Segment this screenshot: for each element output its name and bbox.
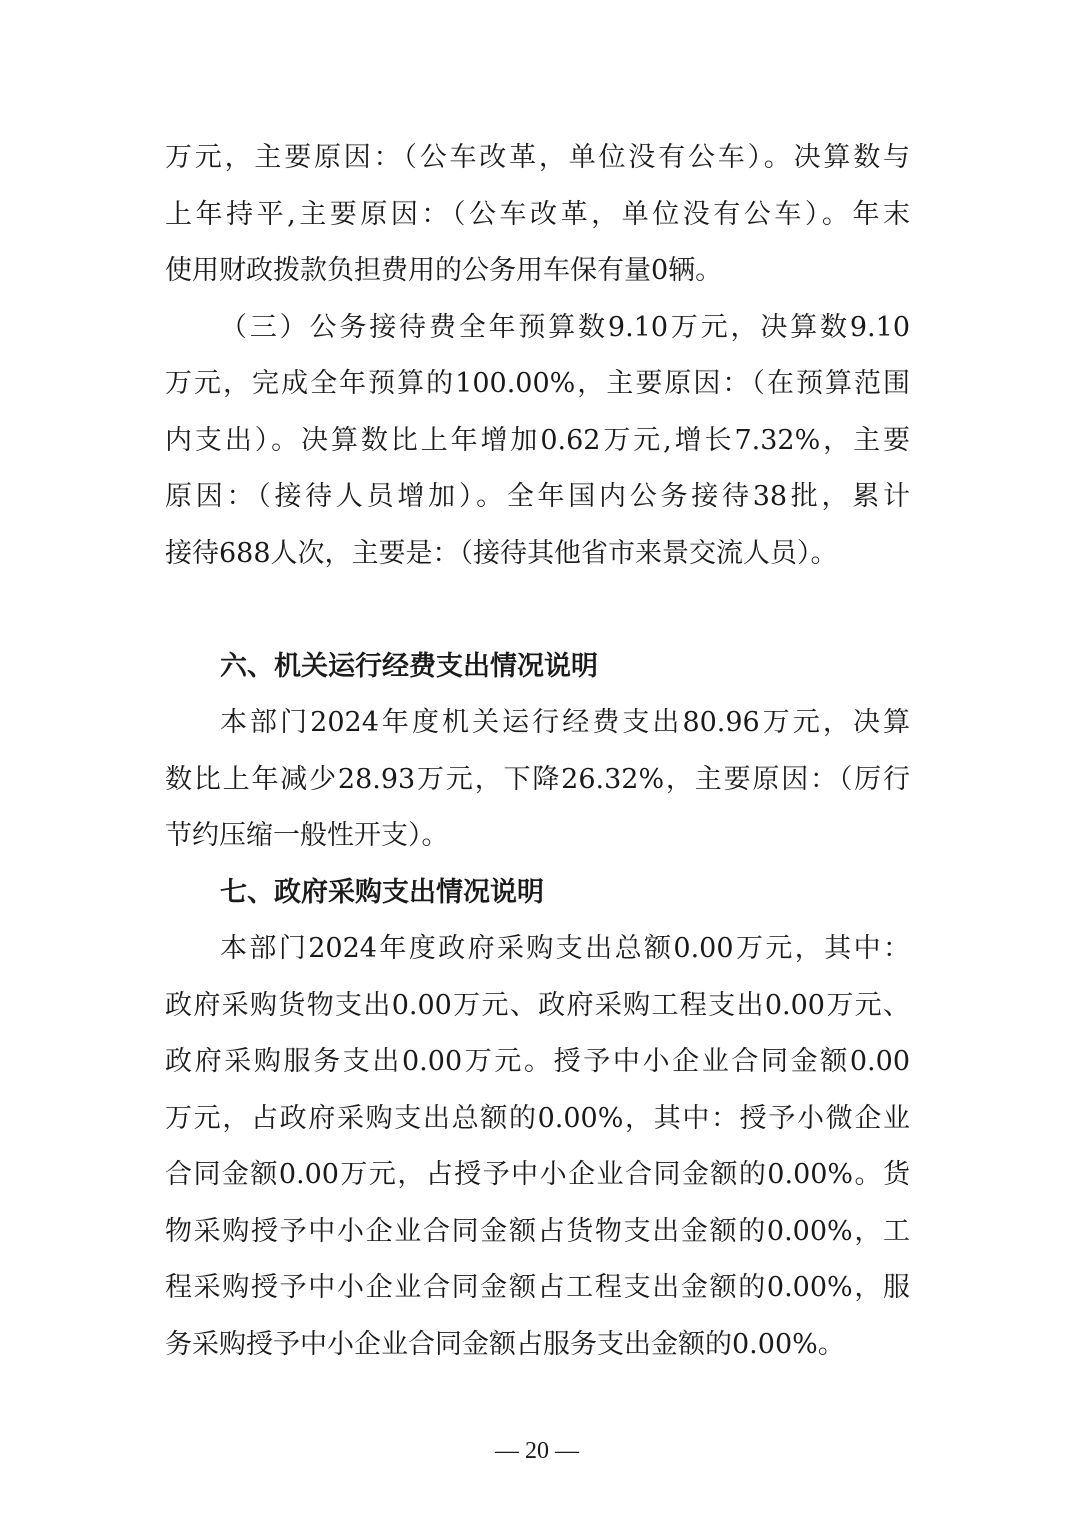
section-heading [165,639,910,696]
text-line: 程采购授予中小企业合同金额占工程支出金额的0.00%，服 [165,1272,910,1303]
text-line: 万元，占政府采购支出总额的0.00%，其中：授予小微企业 [165,1102,910,1134]
text-line: 政府采购服务支出0.00万元。授予中小企业合同金额0.00 [165,1046,910,1077]
text-line: 原因：（接待人员增加）。全年国内公务接待38批，累计 [165,481,910,512]
text-line: 内支出）。决算数比上年增加0.62万元,增长7.32%，主要 [165,424,910,456]
paragraph [165,300,910,583]
heading-text: 六、机关运行经费支出情况说明 [220,650,598,682]
text-line: 本部门2024年度政府采购支出总额0.00万元，其中： [220,933,910,964]
paragraph [165,130,910,300]
section-heading [165,865,910,922]
paragraph [165,695,910,865]
document-body [165,130,910,1373]
text-line: 合同金额0.00万元，占授予中小企业合同金额的0.00%。货 [165,1159,910,1190]
text-line: 上年持平,主要原因：（公车改革，单位没有公车）。年末 [165,198,910,230]
paragraph [165,921,910,1373]
text-line: 使用财政拨款负担费用的公务用车保有量0辆。 [165,255,723,286]
text-line: 务采购授予中小企业合同金额占服务支出金额的0.00%。 [165,1328,845,1360]
text-line: 数比上年减少28.93万元，下降26.32%，主要原因：（厉行 [165,763,910,795]
text-line: 接待688人次，主要是：（接待其他省市来景交流人员）。 [165,537,838,569]
page-number: — 20 — [495,1438,579,1464]
text-line: 物采购授予中小企业合同金额占货物支出金额的0.00%，工 [165,1215,910,1247]
spacer [165,582,910,639]
heading-text: 七、政府采购支出情况说明 [220,876,544,908]
text-line: 节约压缩一般性开支）。 [165,820,449,851]
text-line: 万元，主要原因：（公车改革，单位没有公车）。决算数与 [165,142,910,173]
text-line: （三）公务接待费全年预算数9.10万元，决算数9.10 [220,311,910,343]
text-line: 本部门2024年度机关运行经费支出80.96万元，决算 [220,707,910,738]
text-line: 政府采购货物支出0.00万元、政府采购工程支出0.00万元、 [165,989,910,1021]
text-line: 万元，完成全年预算的100.00%，主要原因：（在预算范围 [165,368,910,399]
